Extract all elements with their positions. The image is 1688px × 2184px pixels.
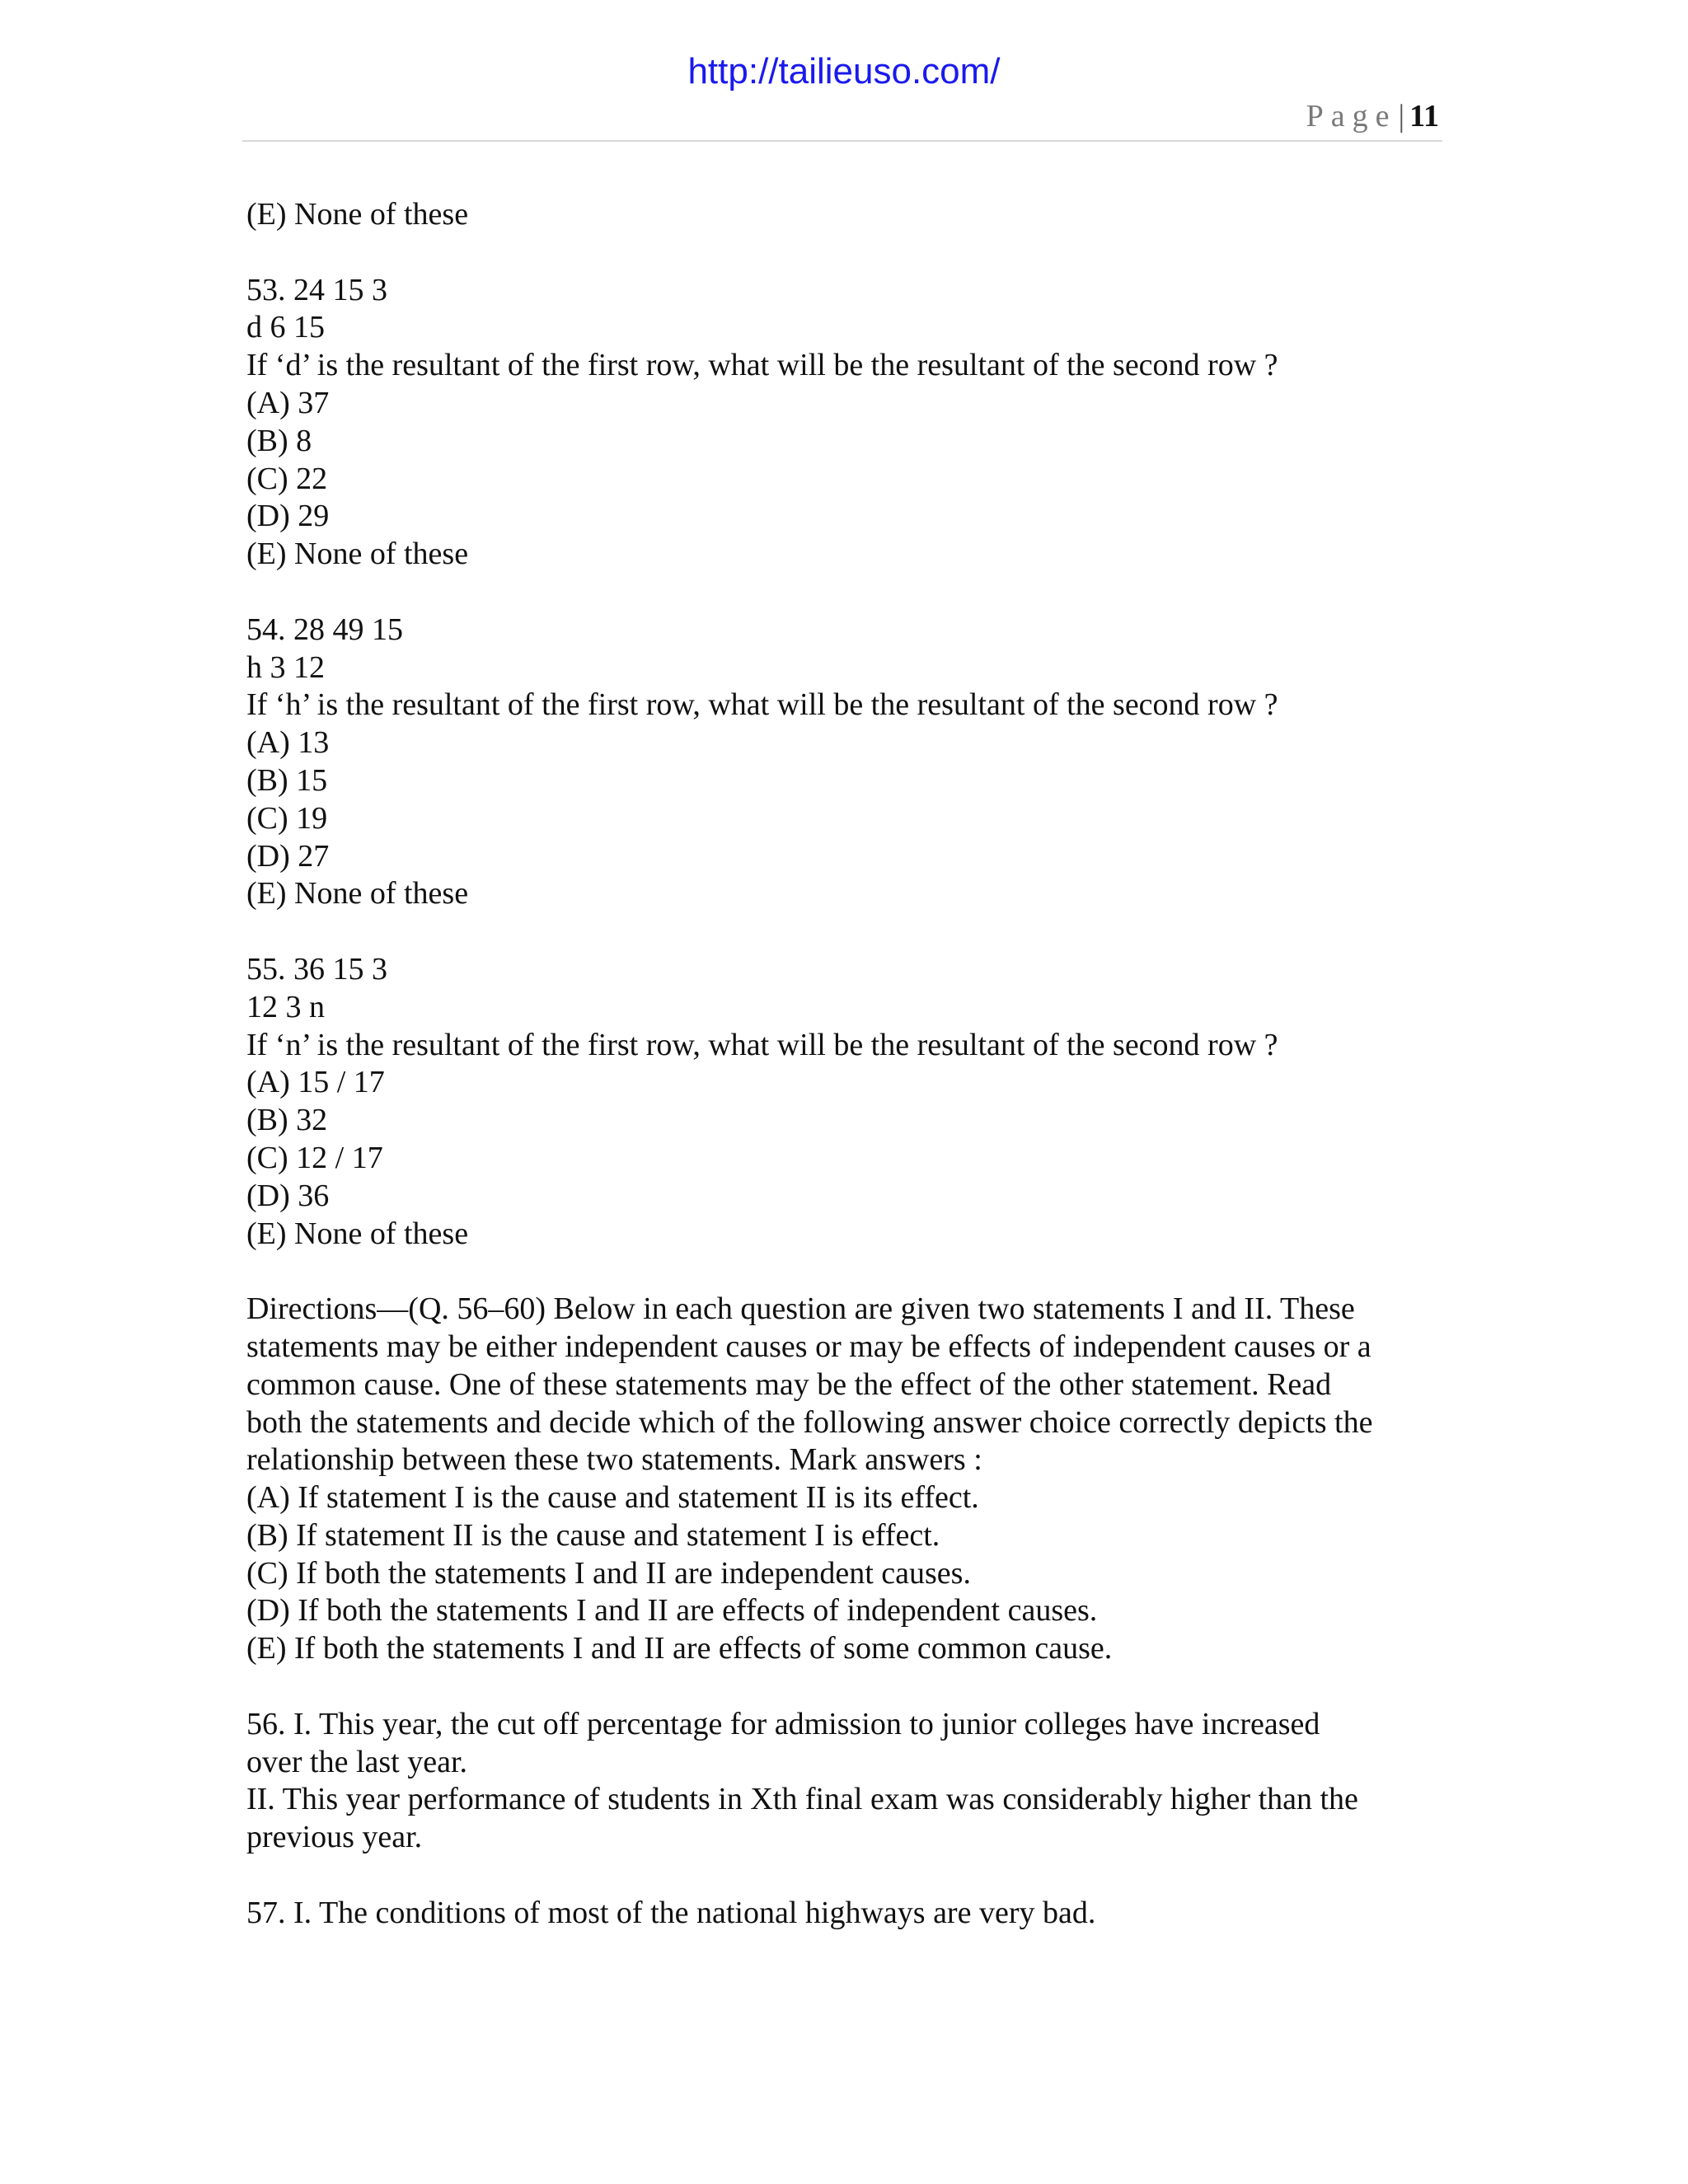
page-number-indicator [1306, 96, 1439, 137]
paragraph-gap [246, 574, 1437, 612]
text-line: (E) None of these [246, 537, 469, 572]
page-label: Page [1306, 99, 1397, 134]
text-line: 57. I. The conditions of most of the national highways are very bad. [246, 1895, 1096, 1930]
text-line: (C) 22 [246, 461, 328, 496]
text-line: both the statements and decide which of the following answer choice correctly depicts the [246, 1404, 1373, 1440]
paragraph-gap [246, 234, 1437, 272]
text-line: 55. 36 15 3 [246, 951, 387, 987]
text-line: Directions—(Q. 56–60) Below in each question are given two statements I and II. These [246, 1291, 1355, 1327]
text-line: (E) None of these [246, 876, 469, 912]
text-line: (D) 29 [246, 499, 330, 534]
paragraph-gap [246, 1668, 1437, 1706]
text-line: h 3 12 [246, 649, 325, 685]
text-line: 56. I. This year, the cut off percentage for admission to junior colleges have increased [246, 1706, 1320, 1741]
page-number: 11 [1409, 99, 1439, 134]
text-line: (B) 15 [246, 762, 328, 798]
text-line: (A) 13 [246, 725, 330, 761]
text-line: (A) If statement I is the cause and statement II is its effect. [246, 1480, 979, 1516]
text-line: (E) If both the statements I and II are effects of some common cause. [246, 1631, 1113, 1666]
text-line: (D) 36 [246, 1178, 330, 1213]
header-url-link[interactable]: http://tailieuso.com/ [687, 51, 1001, 91]
document-body [246, 196, 1437, 1933]
text-line: (C) If both the statements I and II are independent causes. [246, 1555, 971, 1591]
text-line: d 6 15 [246, 310, 325, 345]
paragraph-gap [246, 913, 1437, 951]
text-line: (B) If statement II is the cause and statement I is effect. [246, 1517, 940, 1553]
text-line: 54. 28 49 15 [246, 612, 403, 647]
text-line: statements may be either independent causes or may be effects of independent causes or a [246, 1329, 1372, 1364]
text-line: If ‘n’ is the resultant of the first row, what will be the resultant of the second row ? [246, 1027, 1278, 1062]
text-line: (A) 37 [246, 385, 330, 420]
text-line: (B) 8 [246, 423, 312, 458]
text-line: previous year. [246, 1820, 423, 1855]
text-line: If ‘h’ is the resultant of the first row, what will be the resultant of the second row ? [246, 687, 1278, 723]
page-separator: | [1398, 99, 1405, 134]
text-line: over the last year. [246, 1744, 468, 1779]
text-line: relationship between these two statements. Mark answers : [246, 1442, 982, 1478]
text-line: II. This year performance of students in Xth final exam was considerably higher than the [246, 1782, 1358, 1817]
header-divider [242, 140, 1442, 142]
text-line: (D) 27 [246, 838, 330, 874]
text-line: (C) 19 [246, 800, 328, 836]
text-line: If ‘d’ is the resultant of the first row, what will be the resultant of the second row ? [246, 348, 1278, 383]
text-line: (B) 32 [246, 1103, 328, 1138]
text-line: 53. 24 15 3 [246, 272, 387, 307]
text-line: 12 3 n [246, 989, 325, 1024]
text-line: common cause. One of these statements may be the effect of the other statement. Read [246, 1366, 1332, 1402]
text-line: (C) 12 / 17 [246, 1140, 383, 1175]
text-line: (D) If both the statements I and II are effects of independent causes. [246, 1593, 1098, 1629]
text-line: (E) None of these [246, 1216, 469, 1251]
text-line: (A) 15 / 17 [246, 1065, 385, 1100]
paragraph-gap [246, 1253, 1437, 1291]
text-line: (E) None of these [246, 197, 469, 232]
paragraph-gap [246, 1857, 1437, 1895]
